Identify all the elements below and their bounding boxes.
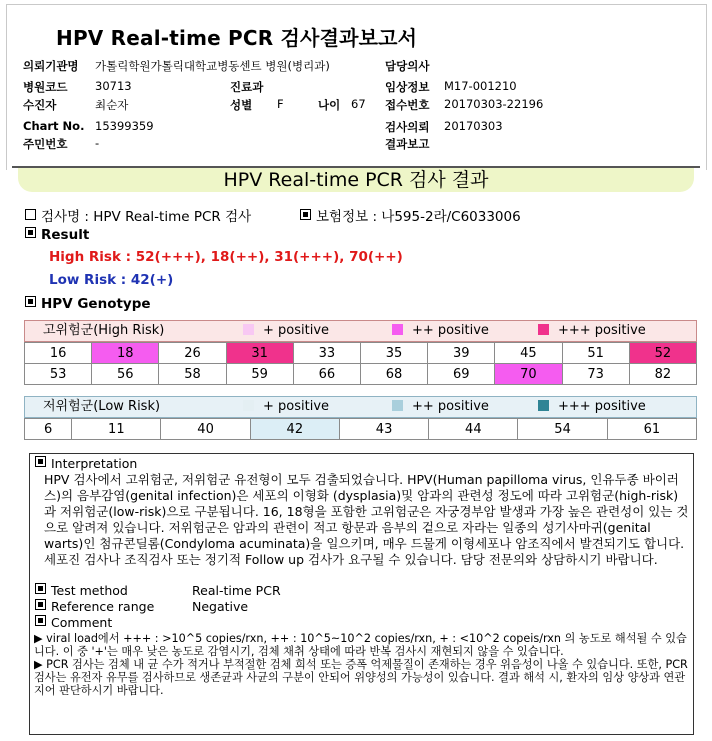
high-genotype-cell-51: 51 [562, 343, 629, 364]
test-name: 검사명 : HPV Real-time PCR 검사 [41, 209, 252, 225]
report-title: HPV Real-time PCR 검사결과보고서 [56, 26, 418, 50]
genotype-heading-text: HPV Genotype [41, 296, 151, 312]
high-genotype-cell-59: 59 [226, 364, 293, 385]
low-legend-plus1 [243, 397, 329, 417]
swatch-plus1-icon [243, 324, 254, 335]
request-value: 20170303 [444, 119, 503, 133]
rrn-value: - [95, 136, 100, 150]
low-genotype-cell-44: 44 [429, 419, 518, 440]
low-risk-legend [24, 396, 697, 418]
interpretation-text: HPV 검사에서 고위험군, 저위험군 유전형이 모두 검출되었습니다. HPV(Human papilloma virus, 인유두종 바이러스)의 음부감염(genital infection)은 세포의 이형화 (dysplasia)및 암과의 관련성 정도에 따라 고위험군(high-risk)과 저위험군(low-risk)으로 구분됩니다. 16, 18형을 포함한 고위험군은 자궁경부암 발생과 가장 높은 관련성이 있는 것으로 알려져 있습니다. 저위험군은 암과의 관련이 적고 항문과 음부의 겉으로 자라는 일종의 성기사마귀(genital warts)인 첨규콘딜롬(Condyloma acuminata)을 일으키며, 매우 드물게 이형세포나 암조직에서 발견되기도 합니다. 세포진 검사나 조직검사 또는 정기적 Follow up 검사가 요구될 수 있습니다. 담당 전문의와 상담하시기 바랍니다. [44, 472, 689, 567]
test-name-line [25, 205, 251, 225]
low-legend-plus1-label: + positive [263, 399, 330, 414]
hospital-code-label: 병원코드 [23, 80, 68, 94]
low-legend-plus2-label: ++ positive [412, 399, 489, 414]
high-genotype-cell-26: 26 [159, 343, 226, 364]
high-genotype-cell-31: 31 [226, 343, 293, 364]
high-genotype-cell-39: 39 [428, 343, 495, 364]
collector-value: 최순자 [95, 98, 129, 112]
legend-plus1 [243, 321, 329, 341]
high-genotype-row [25, 364, 697, 385]
high-risk-title: 고위험군(High Risk) [43, 323, 165, 338]
test-method-label: Test method [51, 583, 128, 598]
low-genotype-cell-42: 42 [250, 419, 339, 440]
legend-plus1-label: + positive [263, 323, 330, 338]
comment-heading [35, 615, 112, 631]
square-bullet-icon [35, 599, 46, 610]
hospital-code-value: 30713 [95, 79, 132, 93]
rrn-label: 주민번호 [23, 137, 68, 151]
low-risk-title: 저위험군(Low Risk) [43, 399, 161, 414]
high-risk-legend [24, 320, 697, 342]
low-genotype-cell-61: 61 [607, 419, 696, 440]
low-risk-result: Low Risk : 42(+) [49, 272, 174, 288]
interpretation-box [29, 453, 694, 735]
interpretation-heading [35, 456, 137, 472]
comment-label: Comment [51, 615, 113, 630]
high-genotype-cell-18: 18 [92, 343, 159, 364]
low-genotype-row [25, 419, 697, 440]
checkbox-icon [25, 209, 36, 220]
low-genotype-cell-54: 54 [518, 419, 607, 440]
square-bullet-icon [35, 583, 46, 594]
test-method-row [35, 583, 128, 599]
high-genotype-cell-66: 66 [293, 364, 360, 385]
low-risk-table [24, 418, 697, 440]
receipt-value: 20170303-22196 [444, 97, 544, 111]
reference-range-row [35, 599, 154, 615]
result-banner-title: HPV Real-time PCR 검사 결과 [223, 169, 489, 191]
clinical-value: M17-001210 [444, 79, 517, 93]
high-genotype-cell-33: 33 [293, 343, 360, 364]
swatch-plus2-icon [392, 400, 403, 411]
low-genotype-cell-40: 40 [161, 419, 250, 440]
square-bullet-icon [35, 615, 46, 626]
legend-plus2-label: ++ positive [412, 323, 489, 338]
legend-plus3-label: +++ positive [558, 323, 646, 338]
square-bullet-icon [25, 296, 36, 307]
high-genotype-cell-53: 53 [25, 364, 92, 385]
high-genotype-cell-58: 58 [159, 364, 226, 385]
interpretation-heading-text: Interpretation [51, 456, 138, 471]
low-genotype-cell-43: 43 [339, 419, 428, 440]
square-bullet-icon [25, 227, 36, 238]
high-genotype-cell-35: 35 [360, 343, 427, 364]
high-genotype-cell-45: 45 [495, 343, 562, 364]
low-legend-plus3-label: +++ positive [558, 399, 646, 414]
low-genotype-cell-11: 11 [72, 419, 161, 440]
age-label: 나이 [318, 98, 341, 112]
high-risk-table [24, 342, 697, 385]
age-value: 67 [351, 97, 366, 111]
high-risk-result: High Risk : 52(+++), 18(++), 31(+++), 70(++) [49, 249, 403, 265]
checkbox-filled-icon [300, 209, 311, 220]
collector-label: 수진자 [23, 98, 57, 112]
low-legend-plus3 [538, 397, 646, 417]
comment-1: ▶ viral load에서 +++ : >10^5 copies/rxn, ++ : 10^5~10^2 copies/rxn, + : <10^2 copeis/rxn 의 농도로 해석될 수 있습니다. 이 중 '+'는 매우 낮은 농도로 감염시기, 검체 채취 상태에 따라 반복 검사시 재현되지 않을 수 있습니다. [34, 632, 687, 658]
square-bullet-icon [35, 456, 46, 467]
sex-label: 성별 [230, 98, 253, 112]
clinical-label: 임상정보 [385, 80, 430, 94]
result-report-label: 결과보고 [385, 137, 430, 151]
high-genotype-cell-69: 69 [428, 364, 495, 385]
institution-value: 가톨릭학원가톨릭대학교병동센트 병원(병리과) [95, 59, 330, 73]
test-method-value: Real-time PCR [192, 583, 281, 598]
high-genotype-cell-70: 70 [495, 364, 562, 385]
low-genotype-cell-6: 6 [25, 419, 72, 440]
high-genotype-cell-73: 73 [562, 364, 629, 385]
swatch-plus3-icon [538, 400, 549, 411]
receipt-label: 접수번호 [385, 98, 430, 112]
swatch-plus1-icon [243, 400, 254, 411]
chart-label: Chart No. [23, 119, 85, 133]
low-legend-plus2 [392, 397, 489, 417]
institution-label: 의뢰기관명 [23, 59, 79, 73]
high-genotype-cell-16: 16 [25, 343, 92, 364]
genotype-heading [25, 296, 151, 312]
legend-plus3 [538, 321, 646, 341]
reference-range-label: Reference range [51, 599, 155, 614]
result-heading-text: Result [41, 227, 90, 243]
high-genotype-cell-56: 56 [92, 364, 159, 385]
dept-label: 진료과 [230, 80, 264, 94]
chart-value: 15399359 [95, 119, 154, 133]
insurance-info: 보험정보 : 나595-2라/C6033006 [316, 209, 521, 225]
result-banner [18, 168, 694, 192]
insurance-line [300, 205, 521, 225]
result-heading [25, 227, 89, 243]
high-genotype-cell-68: 68 [360, 364, 427, 385]
high-genotype-cell-52: 52 [629, 343, 696, 364]
reference-range-value: Negative [192, 599, 249, 614]
swatch-plus3-icon [538, 324, 549, 335]
sex-value: F [277, 97, 284, 111]
attending-label: 담당의사 [385, 59, 430, 73]
swatch-plus2-icon [392, 324, 403, 335]
comment-2: ▶ PCR 검사는 검체 내 균 수가 적거나 부적절한 검체 희석 또는 증폭 억제물질이 존재하는 경우 위음성이 나올 수 있습니다. 또한, PCR 검사는 유전자 유무를 검사하므로 생존균과 사균의 구분이 안되어 위양성의 가능성이 있습니다. 결과 해석 시, 환자의 임상 양상과 연관지어 판단하시기 바랍니다. [34, 658, 688, 697]
high-genotype-row [25, 343, 697, 364]
legend-plus2 [392, 321, 489, 341]
request-label: 검사의뢰 [385, 120, 430, 134]
high-genotype-cell-82: 82 [629, 364, 696, 385]
